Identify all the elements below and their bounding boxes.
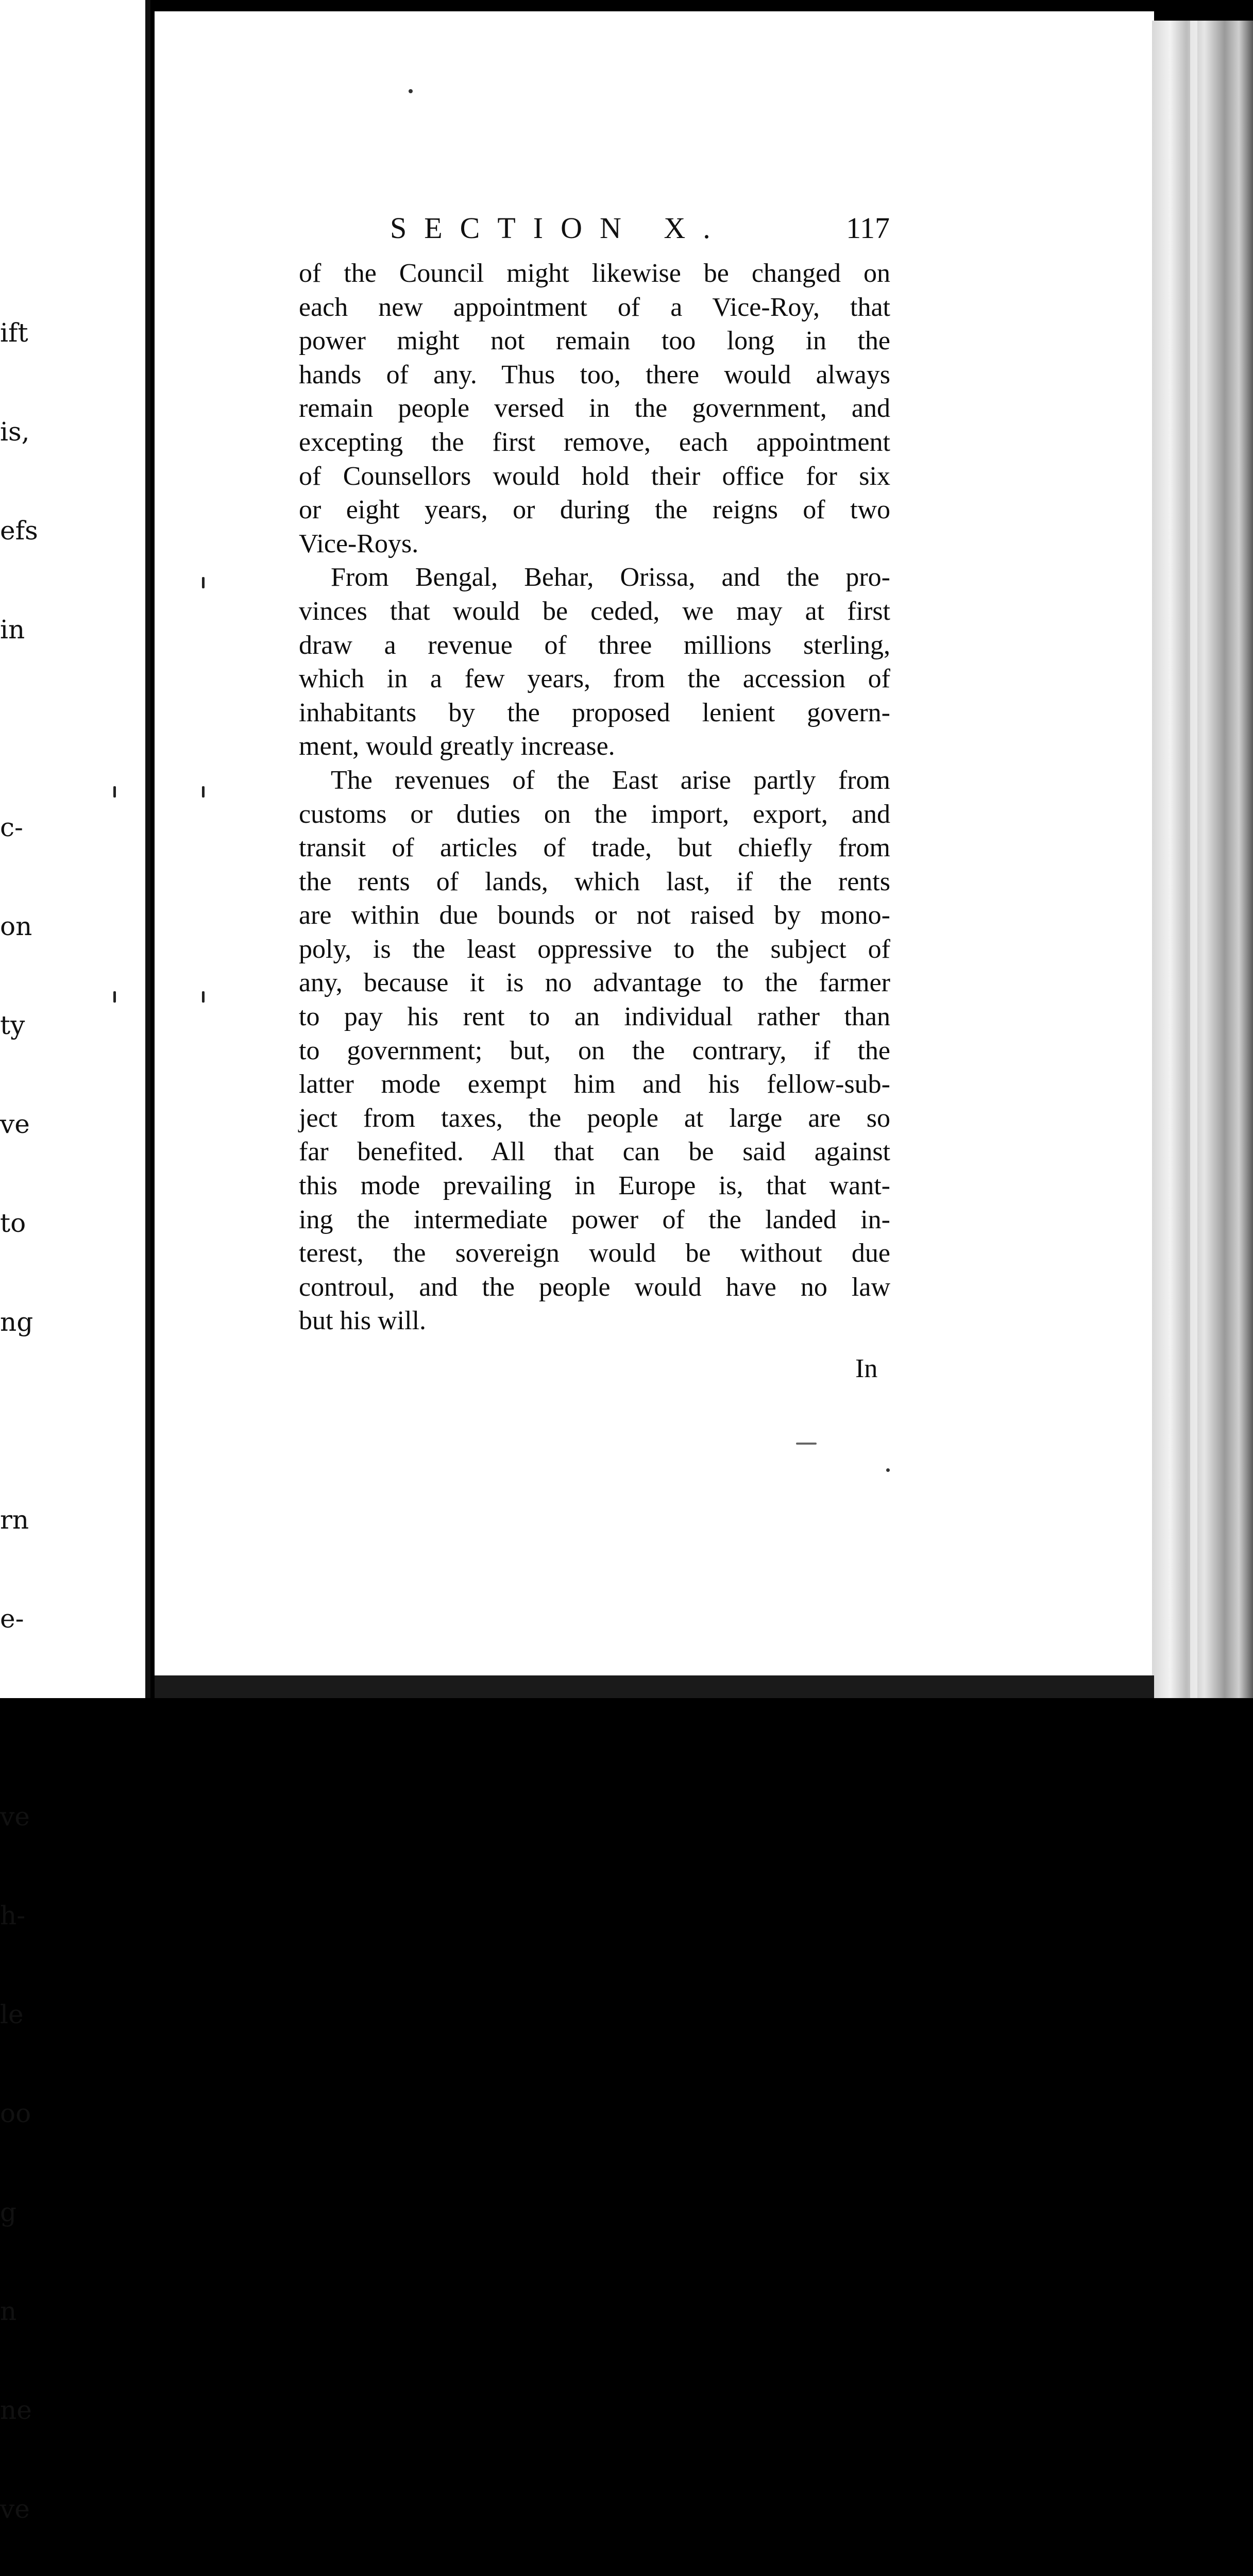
text-line: controul, and the people would have no law (299, 1272, 890, 1302)
text-line: any, because it is no advantage to the farmer (299, 968, 890, 998)
text-line: but his will. (299, 1306, 427, 1336)
text-line: ject from taxes, the people at large are so (299, 1103, 890, 1133)
text-line: each new appointment of a Vice-Roy, that (299, 292, 890, 322)
fragment-line: g (0, 2197, 17, 2227)
gutter-mark (202, 991, 205, 1003)
book-fore-edge (1152, 21, 1253, 1698)
text-line: remain people versed in the government, and (299, 394, 890, 423)
text-line: ing the intermediate power of the landed in- (299, 1205, 890, 1234)
text-line: From Bengal, Behar, Orissa, and the pro- (331, 563, 890, 592)
text-line: power might not remain too long in the (299, 326, 890, 356)
fragment-line: ve (0, 2494, 30, 2524)
page-number: 117 (846, 211, 890, 245)
text-line: far benefited. All that can be said against (299, 1137, 890, 1167)
previous-page-edge (0, 0, 150, 2524)
text-line: of Counsellors would hold their office for six (299, 461, 890, 491)
fragment-line: rn (0, 1505, 29, 1535)
text-line: are within due bounds or not raised by mono- (299, 901, 890, 930)
text-line: or eight years, or during the reigns of two (299, 495, 890, 525)
text-line: latter mode exempt him and his fellow-sub- (299, 1070, 890, 1099)
text-line: to pay his rent to an individual rather than (299, 1002, 890, 1032)
fragment-line: on (0, 911, 32, 941)
gutter-mark (113, 786, 116, 798)
fragment-line: efs (0, 516, 38, 546)
text-line: vinces that would be ceded, we may at first (299, 596, 890, 626)
text-line: ment, would greatly increase. (299, 732, 615, 761)
previous-page-fragments (0, 250, 62, 2576)
gutter-mark (202, 577, 205, 588)
text-line: which in a few years, from the accession of (299, 664, 890, 694)
fragment-line: le (0, 1999, 24, 2029)
text-line: draw a revenue of three millions sterling, (299, 630, 890, 660)
fragment-line: to (0, 1208, 26, 1238)
text-line: excepting the first remove, each appointment (299, 427, 890, 457)
fragment-line: ty (0, 1010, 25, 1040)
fragment-line: oo (0, 2098, 31, 2128)
top-edge-mark (876, 0, 907, 7)
text-line: this mode prevailing in Europe is, that want- (299, 1171, 890, 1201)
text-line: to government; but, on the contrary, if the (299, 1036, 890, 1065)
fragment-line: n (0, 2296, 17, 2326)
body-text (299, 257, 890, 1338)
gutter-mark (202, 786, 205, 798)
fragment-line: ve (0, 1109, 30, 1139)
section-title: SECTION X. (390, 211, 728, 245)
text-line: of the Council might likewise be changed on (299, 259, 890, 288)
ink-speck (886, 1468, 890, 1472)
fragment-line (0, 1701, 62, 1734)
fragment-line: h- (0, 1901, 26, 1930)
fragment-line: in (0, 615, 25, 645)
catchword: In (855, 1354, 878, 1383)
ink-speck (796, 1443, 817, 1445)
text-line: The revenues of the East arise partly from (331, 765, 890, 795)
fragment-line: ne (0, 2395, 32, 2425)
text-line: inhabitants by the proposed lenient govern- (299, 698, 890, 727)
running-head (390, 208, 890, 249)
ink-speck (409, 89, 413, 93)
fragment-line: e- (0, 1604, 24, 1634)
page-bottom-edge (155, 1675, 1154, 1698)
fragment-line: ve (0, 1802, 30, 1832)
fragment-line (0, 1404, 62, 1437)
fragment-line: ift (0, 318, 28, 348)
text-line: transit of articles of trade, but chiefly from (299, 833, 890, 863)
text-line: Vice-Roys. (299, 529, 419, 558)
top-edge-mark (608, 0, 639, 7)
text-line: terest, the sovereign would be without due (299, 1239, 890, 1268)
text-line: hands of any. Thus too, there would always (299, 360, 890, 389)
gutter-mark (113, 991, 116, 1003)
book-fore-edge-highlight (1190, 21, 1197, 1698)
fragment-line (0, 712, 62, 745)
text-line: the rents of lands, which last, if the rents (299, 867, 890, 896)
text-line: poly, is the least oppressive to the subject of (299, 934, 890, 964)
fragment-line: is, (0, 417, 30, 447)
fragment-line: ng (0, 1307, 33, 1337)
text-line: customs or duties on the import, export, and (299, 799, 890, 829)
fragment-line: c- (0, 812, 23, 842)
